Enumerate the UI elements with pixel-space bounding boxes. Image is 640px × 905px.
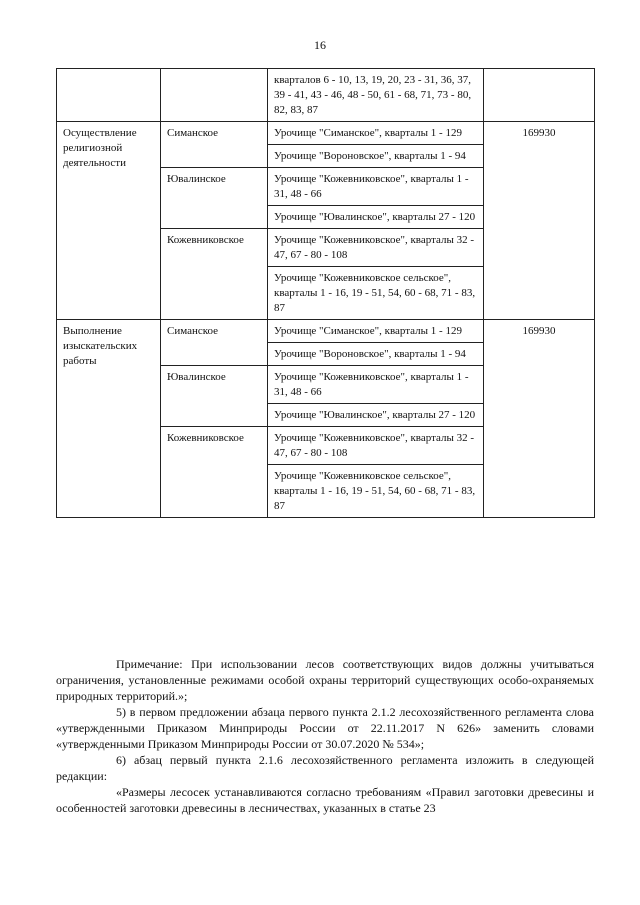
quoted-paragraph: «Размеры лесосек устанавливаются согласно требованиям «Правил заготовки древесины и особенностей заготовки древесины в лесничествах, указанных в статье 23 — [56, 785, 594, 815]
table-row — [57, 69, 595, 122]
activity-cell: Выполнение изыскательских работы — [57, 320, 161, 518]
paragraph-6: 6) абзац первый пункта 2.1.6 лесохозяйственного регламента изложить в следующей редакции: — [56, 753, 594, 783]
table-row — [57, 320, 595, 343]
code-cell: 169930 — [484, 122, 595, 320]
page-number: 16 — [314, 38, 326, 52]
forestry-cell: Кожевниковское — [161, 229, 268, 320]
activity-cell: Осуществление религиозной деятельности — [57, 122, 161, 320]
tract-cell: Урочище "Кожевниковское", кварталы 32 - 47, 67 - 80 - 108 — [268, 229, 484, 267]
tract-cell: Урочище "Кожевниковское", кварталы 1 - 31, 48 - 66 — [268, 366, 484, 404]
table-row — [57, 122, 595, 145]
note-paragraph: Примечание: При использовании лесов соответствующих видов должны учитываться ограничения, установленные режимами особой охраны территорий существующих особо-охраняемых природных территорий.»; — [56, 657, 594, 703]
tract-cell: Урочище "Симанское", кварталы 1 - 129 — [268, 320, 484, 343]
forestry-cell: Симанское — [161, 320, 268, 366]
tract-cell: Урочище "Ювалинское", кварталы 27 - 120 — [268, 206, 484, 229]
forestry-cell: Симанское — [161, 122, 268, 168]
body-text — [56, 656, 594, 816]
forestry-cell: Ювалинское — [161, 168, 268, 229]
forest-use-table — [56, 68, 595, 518]
tract-cell: Урочище "Вороновское", кварталы 1 - 94 — [268, 343, 484, 366]
empty-cell — [484, 69, 595, 122]
tract-cell: Урочище "Вороновское", кварталы 1 - 94 — [268, 145, 484, 168]
tract-cell: кварталов 6 - 10, 13, 19, 20, 23 - 31, 36, 37, 39 - 41, 43 - 46, 48 - 50, 61 - 68, 71, 73 - 80, 82, 83, 87 — [268, 69, 484, 122]
empty-cell — [57, 69, 161, 122]
empty-cell — [161, 69, 268, 122]
tract-cell: Урочище "Кожевниковское сельское", кварталы 1 - 16, 19 - 51, 54, 60 - 68, 71 - 83, 87 — [268, 267, 484, 320]
code-cell: 169930 — [484, 320, 595, 518]
tract-cell: Урочище "Ювалинское", кварталы 27 - 120 — [268, 404, 484, 427]
tract-cell: Урочище "Симанское", кварталы 1 - 129 — [268, 122, 484, 145]
forestry-cell: Ювалинское — [161, 366, 268, 427]
tract-cell: Урочище "Кожевниковское сельское", кварталы 1 - 16, 19 - 51, 54, 60 - 68, 71 - 83, 87 — [268, 465, 484, 518]
forestry-cell: Кожевниковское — [161, 427, 268, 518]
tract-cell: Урочище "Кожевниковское", кварталы 1 - 31, 48 - 66 — [268, 168, 484, 206]
tract-cell: Урочище "Кожевниковское", кварталы 32 - 47, 67 - 80 - 108 — [268, 427, 484, 465]
paragraph-5: 5) в первом предложении абзаца первого пункта 2.1.2 лесохозяйственного регламента слова «утвержденными Приказом Минприроды России от 22.11.2017 N 626» заменить словами «утвержденными Приказом Минприроды России от 30.07.2020 № 534»; — [56, 705, 594, 751]
